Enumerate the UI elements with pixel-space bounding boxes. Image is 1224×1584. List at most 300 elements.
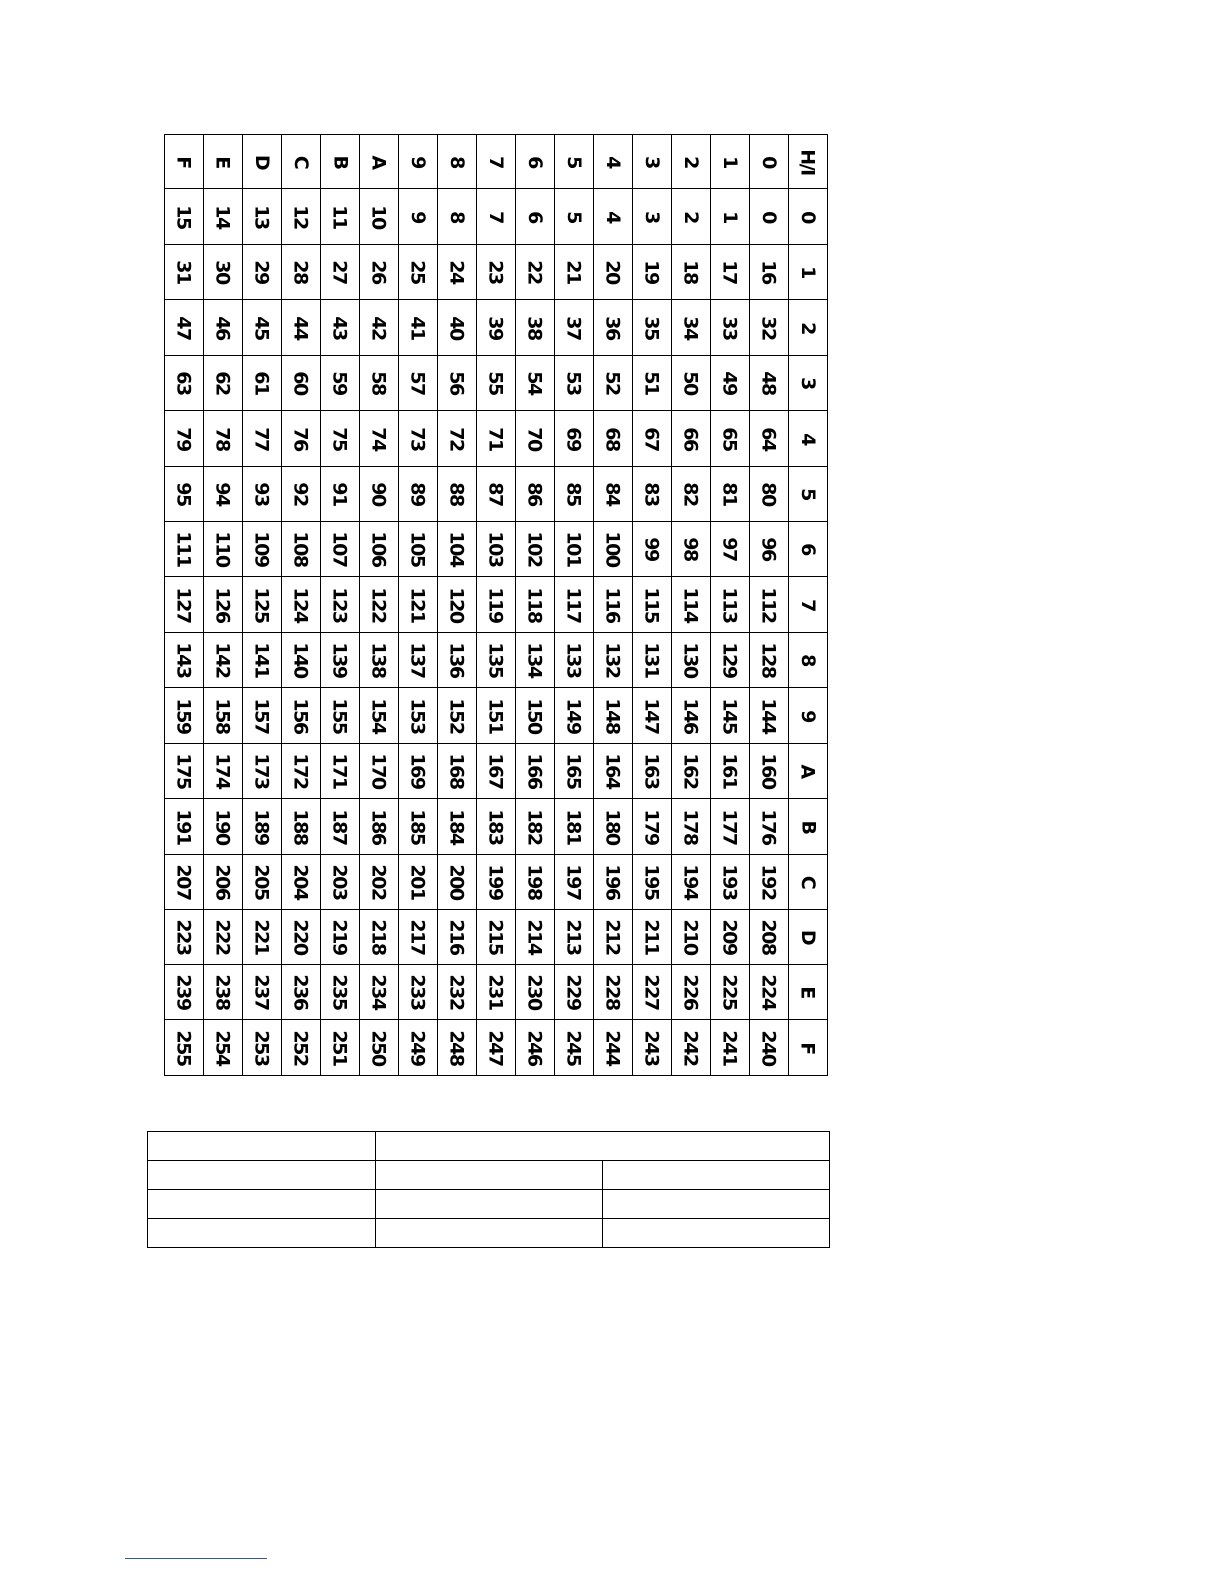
blank-cell bbox=[603, 1219, 830, 1248]
table-cell bbox=[438, 411, 477, 467]
cell-text: 231 bbox=[484, 974, 507, 1010]
table-row bbox=[165, 522, 828, 577]
table-cell bbox=[399, 744, 438, 799]
cell-text: 122 bbox=[367, 586, 390, 623]
cell-text: 96 bbox=[757, 537, 780, 561]
table-cell bbox=[438, 1020, 477, 1076]
cell-text: 135 bbox=[484, 642, 507, 678]
table-cell bbox=[516, 855, 555, 910]
cell-text: 254 bbox=[211, 1029, 234, 1066]
cell-text: 31 bbox=[172, 260, 195, 284]
table-cell bbox=[672, 300, 711, 356]
table-cell bbox=[360, 522, 399, 577]
cell-text: 109 bbox=[250, 531, 273, 567]
cell-text: 225 bbox=[718, 974, 741, 1010]
cell-text: C bbox=[289, 155, 312, 168]
cell-text: 39 bbox=[484, 315, 507, 340]
cell-text: 244 bbox=[601, 1029, 624, 1066]
cell-text: 167 bbox=[484, 753, 507, 789]
table-cell bbox=[321, 855, 360, 910]
table-cell bbox=[633, 965, 672, 1020]
cell-text: 90 bbox=[367, 482, 390, 506]
cell-text: 251 bbox=[328, 1029, 351, 1066]
table-cell bbox=[438, 467, 477, 522]
cell-text: 46 bbox=[211, 315, 234, 340]
cell-text: 141 bbox=[250, 642, 273, 678]
cell-text: 212 bbox=[601, 919, 624, 955]
table-cell bbox=[555, 300, 594, 356]
table-cell bbox=[477, 356, 516, 411]
table-cell bbox=[594, 633, 633, 688]
table-cell bbox=[399, 411, 438, 467]
cell-text: 113 bbox=[718, 586, 741, 623]
cell-text: 53 bbox=[562, 371, 585, 395]
table-cell bbox=[477, 522, 516, 577]
cell-text: 27 bbox=[328, 260, 351, 284]
cell-text: F bbox=[796, 1041, 819, 1054]
table-cell bbox=[204, 577, 243, 633]
cell-text: 195 bbox=[640, 864, 663, 900]
cell-text: 255 bbox=[172, 1029, 195, 1066]
cell-text: 9 bbox=[796, 709, 819, 722]
cell-text: 179 bbox=[640, 808, 663, 845]
table-cell bbox=[555, 356, 594, 411]
cell-text: 81 bbox=[718, 482, 741, 506]
cell-text: 237 bbox=[250, 974, 273, 1010]
cell-text: 73 bbox=[406, 426, 429, 451]
cell-text: 188 bbox=[289, 808, 312, 845]
cell-text: 108 bbox=[289, 531, 312, 567]
table-cell bbox=[750, 633, 789, 688]
cell-text: 2 bbox=[679, 210, 702, 223]
table-cell bbox=[633, 411, 672, 467]
cell-text: 133 bbox=[562, 642, 585, 678]
table-cell bbox=[477, 245, 516, 300]
table-cell bbox=[438, 522, 477, 577]
column-header-cell bbox=[789, 910, 828, 965]
table-row bbox=[165, 855, 828, 910]
table-cell bbox=[321, 300, 360, 356]
cell-text: 3 bbox=[640, 210, 663, 223]
table-cell bbox=[633, 522, 672, 577]
cell-text: 20 bbox=[601, 260, 624, 284]
cell-text: 5 bbox=[562, 155, 585, 168]
cell-text: 86 bbox=[523, 482, 546, 506]
cell-text: 161 bbox=[718, 753, 741, 789]
table-row bbox=[165, 744, 828, 799]
cell-text: 234 bbox=[367, 974, 390, 1010]
table-cell bbox=[165, 189, 204, 245]
cell-text: 55 bbox=[484, 371, 507, 395]
cell-text: 115 bbox=[640, 586, 663, 623]
table-cell bbox=[321, 965, 360, 1020]
table-cell bbox=[516, 633, 555, 688]
cell-text: 4 bbox=[601, 210, 624, 223]
cell-text: 149 bbox=[562, 697, 585, 734]
cell-text: 80 bbox=[757, 482, 780, 506]
table-cell bbox=[594, 965, 633, 1020]
cell-text: 206 bbox=[211, 864, 234, 900]
table-cell bbox=[672, 744, 711, 799]
table-cell bbox=[672, 633, 711, 688]
table-cell bbox=[672, 577, 711, 633]
table-cell bbox=[399, 799, 438, 855]
table-cell bbox=[672, 965, 711, 1020]
table-cell bbox=[711, 744, 750, 799]
cell-text: 34 bbox=[679, 315, 702, 340]
blank-cell bbox=[148, 1161, 376, 1190]
table-cell bbox=[477, 855, 516, 910]
cell-text: 121 bbox=[406, 586, 429, 623]
row-header-cell bbox=[633, 135, 672, 189]
table-cell bbox=[516, 799, 555, 855]
table-cell bbox=[243, 633, 282, 688]
row-header-cell bbox=[594, 135, 633, 189]
row-header-cell bbox=[204, 135, 243, 189]
table-cell bbox=[243, 356, 282, 411]
table-cell bbox=[204, 1020, 243, 1076]
table-cell bbox=[477, 744, 516, 799]
cell-text: D bbox=[251, 154, 273, 169]
cell-text: 207 bbox=[172, 864, 195, 900]
table-cell bbox=[594, 910, 633, 965]
cell-text: 92 bbox=[289, 482, 312, 506]
cell-text: 22 bbox=[523, 260, 546, 284]
cell-text: 87 bbox=[484, 482, 507, 506]
column-header-cell bbox=[789, 467, 828, 522]
column-header-cell bbox=[789, 855, 828, 910]
table-cell bbox=[438, 189, 477, 245]
table-cell bbox=[399, 467, 438, 522]
cell-text: 248 bbox=[445, 1029, 468, 1066]
table-row bbox=[165, 411, 828, 467]
table-cell bbox=[165, 744, 204, 799]
cell-text: 197 bbox=[562, 864, 585, 900]
cell-text: 138 bbox=[367, 642, 390, 678]
cell-text: 160 bbox=[757, 753, 780, 789]
cell-text: 220 bbox=[289, 919, 312, 955]
cell-text: 61 bbox=[250, 371, 273, 395]
table-cell bbox=[711, 688, 750, 744]
table-cell bbox=[282, 633, 321, 688]
table-cell bbox=[672, 467, 711, 522]
table-cell bbox=[165, 356, 204, 411]
table-cell bbox=[711, 965, 750, 1020]
table-cell bbox=[633, 855, 672, 910]
table-cell bbox=[516, 356, 555, 411]
table-cell bbox=[282, 965, 321, 1020]
table-cell bbox=[711, 245, 750, 300]
column-header-cell bbox=[789, 300, 828, 356]
table-cell bbox=[633, 577, 672, 633]
table-cell bbox=[633, 910, 672, 965]
cell-text: 200 bbox=[445, 864, 468, 900]
table-cell bbox=[750, 522, 789, 577]
table-cell bbox=[321, 910, 360, 965]
cell-text: 191 bbox=[172, 808, 195, 845]
cell-text: 5 bbox=[796, 488, 819, 500]
cell-text: 193 bbox=[718, 864, 741, 900]
cell-text: 95 bbox=[172, 482, 195, 506]
table-cell bbox=[750, 855, 789, 910]
cell-text: 219 bbox=[328, 919, 351, 955]
cell-text: 228 bbox=[601, 974, 624, 1010]
table-cell bbox=[438, 744, 477, 799]
table-cell bbox=[165, 633, 204, 688]
cell-text: 9 bbox=[406, 155, 429, 168]
column-header-cell bbox=[789, 1020, 828, 1076]
table-cell bbox=[204, 245, 243, 300]
table-cell bbox=[321, 522, 360, 577]
cell-text: 171 bbox=[328, 753, 351, 789]
table-cell bbox=[750, 799, 789, 855]
table-cell bbox=[555, 189, 594, 245]
cell-text: 182 bbox=[523, 808, 546, 845]
cell-text: 89 bbox=[406, 482, 429, 506]
blank-cell bbox=[148, 1132, 376, 1161]
table-cell bbox=[282, 300, 321, 356]
table-cell bbox=[282, 245, 321, 300]
cell-text: 119 bbox=[484, 586, 507, 623]
cell-text: 91 bbox=[328, 482, 351, 506]
cell-text: 202 bbox=[367, 864, 390, 900]
table-row bbox=[165, 467, 828, 522]
cell-text: 169 bbox=[406, 753, 429, 789]
cell-text: 6 bbox=[523, 155, 546, 168]
cell-text: 32 bbox=[757, 315, 780, 340]
table-cell bbox=[204, 799, 243, 855]
table-row bbox=[165, 910, 828, 965]
table-cell bbox=[633, 189, 672, 245]
cell-text: 232 bbox=[445, 974, 468, 1010]
table-cell bbox=[750, 688, 789, 744]
cell-text: 4 bbox=[796, 432, 819, 445]
table-cell bbox=[516, 467, 555, 522]
blank-cell bbox=[148, 1190, 376, 1219]
column-header-cell bbox=[789, 799, 828, 855]
table-cell bbox=[711, 522, 750, 577]
table-cell bbox=[165, 467, 204, 522]
cell-text: 196 bbox=[601, 864, 624, 900]
table-cell bbox=[243, 467, 282, 522]
table-cell bbox=[243, 411, 282, 467]
table-cell bbox=[438, 799, 477, 855]
cell-text: 3 bbox=[796, 377, 819, 389]
table-row bbox=[165, 965, 828, 1020]
table-cell bbox=[672, 799, 711, 855]
table-cell bbox=[438, 633, 477, 688]
table-cell bbox=[711, 411, 750, 467]
table-cell bbox=[360, 577, 399, 633]
cell-text: 239 bbox=[172, 974, 195, 1010]
cell-text: 111 bbox=[172, 531, 195, 567]
table-cell bbox=[360, 245, 399, 300]
cell-text: 110 bbox=[211, 531, 234, 567]
table-cell bbox=[360, 356, 399, 411]
table-cell bbox=[321, 633, 360, 688]
cell-text: 221 bbox=[250, 919, 273, 955]
table-cell bbox=[243, 300, 282, 356]
blank-cell bbox=[603, 1190, 830, 1219]
cell-text: 154 bbox=[367, 697, 390, 734]
table-cell bbox=[477, 189, 516, 245]
table-cell bbox=[282, 1020, 321, 1076]
table-cell bbox=[282, 799, 321, 855]
cell-text: 174 bbox=[211, 753, 234, 789]
blank-table-row bbox=[148, 1190, 830, 1219]
table-cell bbox=[204, 522, 243, 577]
cell-text: 76 bbox=[289, 426, 312, 451]
table-cell bbox=[477, 1020, 516, 1076]
table-cell bbox=[399, 688, 438, 744]
cell-text: 65 bbox=[718, 426, 741, 451]
cell-text: 58 bbox=[367, 371, 390, 395]
cell-text: 56 bbox=[445, 371, 468, 395]
table-cell bbox=[360, 965, 399, 1020]
cell-text: 205 bbox=[250, 864, 273, 900]
table-row bbox=[165, 688, 828, 744]
table-cell bbox=[750, 1020, 789, 1076]
cell-text: 146 bbox=[679, 697, 702, 734]
table-cell bbox=[399, 855, 438, 910]
table-cell bbox=[438, 855, 477, 910]
hex-table-body bbox=[165, 135, 828, 1076]
cell-text: 2 bbox=[679, 155, 702, 168]
cell-text: 33 bbox=[718, 315, 741, 340]
row-header-cell bbox=[555, 135, 594, 189]
table-cell bbox=[204, 855, 243, 910]
cell-text: 240 bbox=[757, 1029, 780, 1066]
table-cell bbox=[711, 633, 750, 688]
cell-text: 140 bbox=[289, 642, 312, 678]
cell-text: 7 bbox=[484, 155, 507, 168]
cell-text: 104 bbox=[445, 531, 468, 567]
cell-text: 131 bbox=[640, 642, 663, 678]
cell-text: 40 bbox=[445, 315, 468, 340]
table-cell bbox=[750, 300, 789, 356]
blank-cell bbox=[376, 1219, 603, 1248]
row-header-cell bbox=[282, 135, 321, 189]
cell-text: 156 bbox=[289, 697, 312, 734]
table-cell bbox=[360, 910, 399, 965]
table-cell bbox=[711, 189, 750, 245]
table-cell bbox=[750, 577, 789, 633]
table-cell bbox=[516, 577, 555, 633]
cell-text: 4 bbox=[601, 155, 624, 168]
cell-text: 1 bbox=[718, 155, 741, 168]
cell-text: 229 bbox=[562, 974, 585, 1010]
table-cell bbox=[516, 910, 555, 965]
table-cell bbox=[516, 688, 555, 744]
table-cell bbox=[438, 356, 477, 411]
table-cell bbox=[477, 799, 516, 855]
table-row bbox=[165, 356, 828, 411]
cell-text: 0 bbox=[757, 155, 780, 168]
cell-text: 60 bbox=[289, 371, 312, 395]
table-cell bbox=[243, 744, 282, 799]
cell-text: 79 bbox=[172, 426, 195, 451]
cell-text: E bbox=[796, 986, 819, 998]
table-cell bbox=[282, 356, 321, 411]
cell-text: 236 bbox=[289, 974, 312, 1010]
cell-text: 24 bbox=[445, 260, 468, 284]
cell-text: 10 bbox=[367, 204, 390, 229]
cell-text: 112 bbox=[757, 586, 780, 623]
table-cell bbox=[477, 300, 516, 356]
table-cell bbox=[633, 356, 672, 411]
table-cell bbox=[711, 1020, 750, 1076]
cell-text: 192 bbox=[757, 864, 780, 900]
blank-cell bbox=[376, 1161, 603, 1190]
table-cell bbox=[165, 245, 204, 300]
cell-text: A bbox=[797, 764, 819, 778]
corner-header-cell bbox=[789, 135, 828, 189]
table-cell bbox=[477, 965, 516, 1020]
cell-text: 128 bbox=[757, 642, 780, 678]
row-header-cell bbox=[711, 135, 750, 189]
cell-text: 247 bbox=[484, 1029, 507, 1066]
table-cell bbox=[438, 688, 477, 744]
table-cell bbox=[243, 910, 282, 965]
cell-text: 215 bbox=[484, 919, 507, 955]
table-cell bbox=[750, 965, 789, 1020]
cell-text: 52 bbox=[601, 371, 624, 395]
table-row bbox=[165, 799, 828, 855]
cell-text: B bbox=[796, 820, 819, 833]
table-cell bbox=[633, 467, 672, 522]
cell-text: 145 bbox=[718, 697, 741, 734]
table-cell bbox=[321, 1020, 360, 1076]
column-header-cell bbox=[789, 245, 828, 300]
cell-text: 172 bbox=[289, 753, 312, 789]
table-cell bbox=[594, 189, 633, 245]
cell-text: 82 bbox=[679, 482, 702, 506]
cell-text: B bbox=[328, 155, 351, 168]
cell-text: 67 bbox=[640, 426, 663, 451]
cell-text: 253 bbox=[250, 1029, 273, 1066]
table-cell bbox=[750, 910, 789, 965]
cell-text: D bbox=[797, 929, 819, 945]
table-cell bbox=[633, 245, 672, 300]
table-cell bbox=[321, 799, 360, 855]
table-cell bbox=[594, 688, 633, 744]
table-cell bbox=[165, 411, 204, 467]
cell-text: 93 bbox=[250, 482, 273, 506]
table-cell bbox=[633, 633, 672, 688]
table-cell bbox=[321, 577, 360, 633]
table-cell bbox=[282, 577, 321, 633]
table-cell bbox=[438, 300, 477, 356]
table-cell bbox=[243, 688, 282, 744]
cell-text: 250 bbox=[367, 1029, 390, 1066]
table-cell bbox=[477, 633, 516, 688]
cell-text: 101 bbox=[562, 531, 585, 567]
column-header-cell bbox=[789, 688, 828, 744]
table-cell bbox=[243, 799, 282, 855]
cell-text: 7 bbox=[484, 210, 507, 223]
cell-text: 245 bbox=[562, 1029, 585, 1066]
cell-text: 157 bbox=[250, 697, 273, 734]
cell-text: 48 bbox=[757, 371, 780, 395]
cell-text: 173 bbox=[250, 753, 273, 789]
table-cell bbox=[282, 910, 321, 965]
blank-table-row bbox=[148, 1132, 830, 1161]
table-cell bbox=[243, 522, 282, 577]
table-cell bbox=[672, 688, 711, 744]
table-cell bbox=[594, 356, 633, 411]
cell-text: 158 bbox=[211, 697, 234, 734]
cell-text: F bbox=[172, 155, 195, 168]
